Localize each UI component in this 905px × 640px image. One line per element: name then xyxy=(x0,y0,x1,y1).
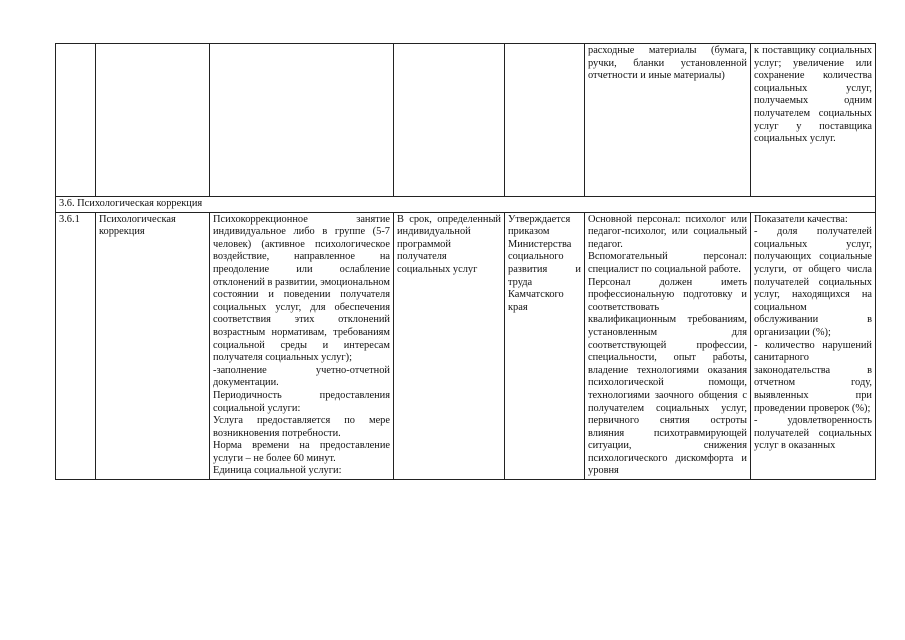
description-paragraph: Услуга предоставляется по мере возникновения потребности. xyxy=(213,415,390,439)
cell-number-empty xyxy=(56,44,96,197)
service-indicators xyxy=(751,212,876,479)
service-standards-table xyxy=(55,43,876,480)
cell-name-empty xyxy=(96,44,210,197)
cell-tariff-empty xyxy=(505,44,585,197)
service-description xyxy=(210,212,394,479)
description-paragraph: Единица социальной услуги: xyxy=(213,465,342,477)
description-paragraph: Периодичность предоставления социальной услуги: xyxy=(213,389,390,414)
service-term: В срок, определенный индивидуальной программой получателя социальных услуг xyxy=(394,212,505,479)
description-paragraph: -заполнение учетно-отчетной документации. xyxy=(213,364,390,389)
cell-description-empty xyxy=(210,44,394,197)
service-name: Психологическая коррекция xyxy=(96,212,210,479)
service-conditions xyxy=(585,212,751,479)
section-title: 3.6. Психологическая коррекция xyxy=(56,197,876,213)
indicator-item: - количество нарушений санитарного законодательства в отчетном году, выявленных при проведении проверок (%); xyxy=(754,339,872,414)
table-row-section xyxy=(56,197,876,213)
service-tariff: Утверждается приказом Министерства социального развития и труда Камчатского края xyxy=(505,212,585,479)
table-row-service xyxy=(56,212,876,479)
cell-term-empty xyxy=(394,44,505,197)
indicator-item: - удовлетворенность получателей социальных услуг в оказанных xyxy=(754,415,872,452)
indicator-item: Показатели качества: xyxy=(754,213,848,225)
description-paragraph: Норма времени на предоставление услуги – не более 60 минут. xyxy=(213,440,390,464)
conditions-paragraph: Персонал должен иметь профессиональную подготовку и соответствовать квалификационным требованиям, установленным для соответствующей профессии, специальности, опыт работы, владение технологиями оказания психологической помощи, технологиями заочного общения с получателем социальных услуг, первичного снятия остроты влияния психотравмирующей ситуации, снижения психологического дискомфорта и уровня xyxy=(588,276,747,477)
indicator-item: - доля получателей социальных услуг, получающих социальные услуги, от общего числа получателей социальных услуг, находящихся на социальном обслуживании в организации (%); xyxy=(754,226,872,338)
cell-indicators-continued: к поставщику социальных услуг; увеличение или сохранение количества социальных услуг, получаемых одним получателем социальных услуг у поставщика социальных услуг. xyxy=(751,44,876,197)
conditions-paragraph: Основной персонал: психолог или педагог-психолог, или социальный педагог. xyxy=(588,213,747,250)
table-row-continuation xyxy=(56,44,876,197)
conditions-paragraph: Вспомогательный персонал: специалист по социальной работе. xyxy=(588,251,747,275)
cell-materials: расходные материалы (бумага, ручки, бланки установленной отчетности и иные материалы) xyxy=(585,44,751,197)
service-number: 3.6.1 xyxy=(56,212,96,479)
description-paragraph: Психокоррекционное занятие индивидуальное либо в группе (5-7 человек) (активное психологическое воздействие, направленное на преодоление или ослабление отклонений в развитии, эмоциональном состоянии и поведении получателя социальных услуг, для обеспечения соответствия этих отклонений возрастным нормативам, требованиям социальной среды и интересам получателя социальных услуг); xyxy=(213,213,390,364)
